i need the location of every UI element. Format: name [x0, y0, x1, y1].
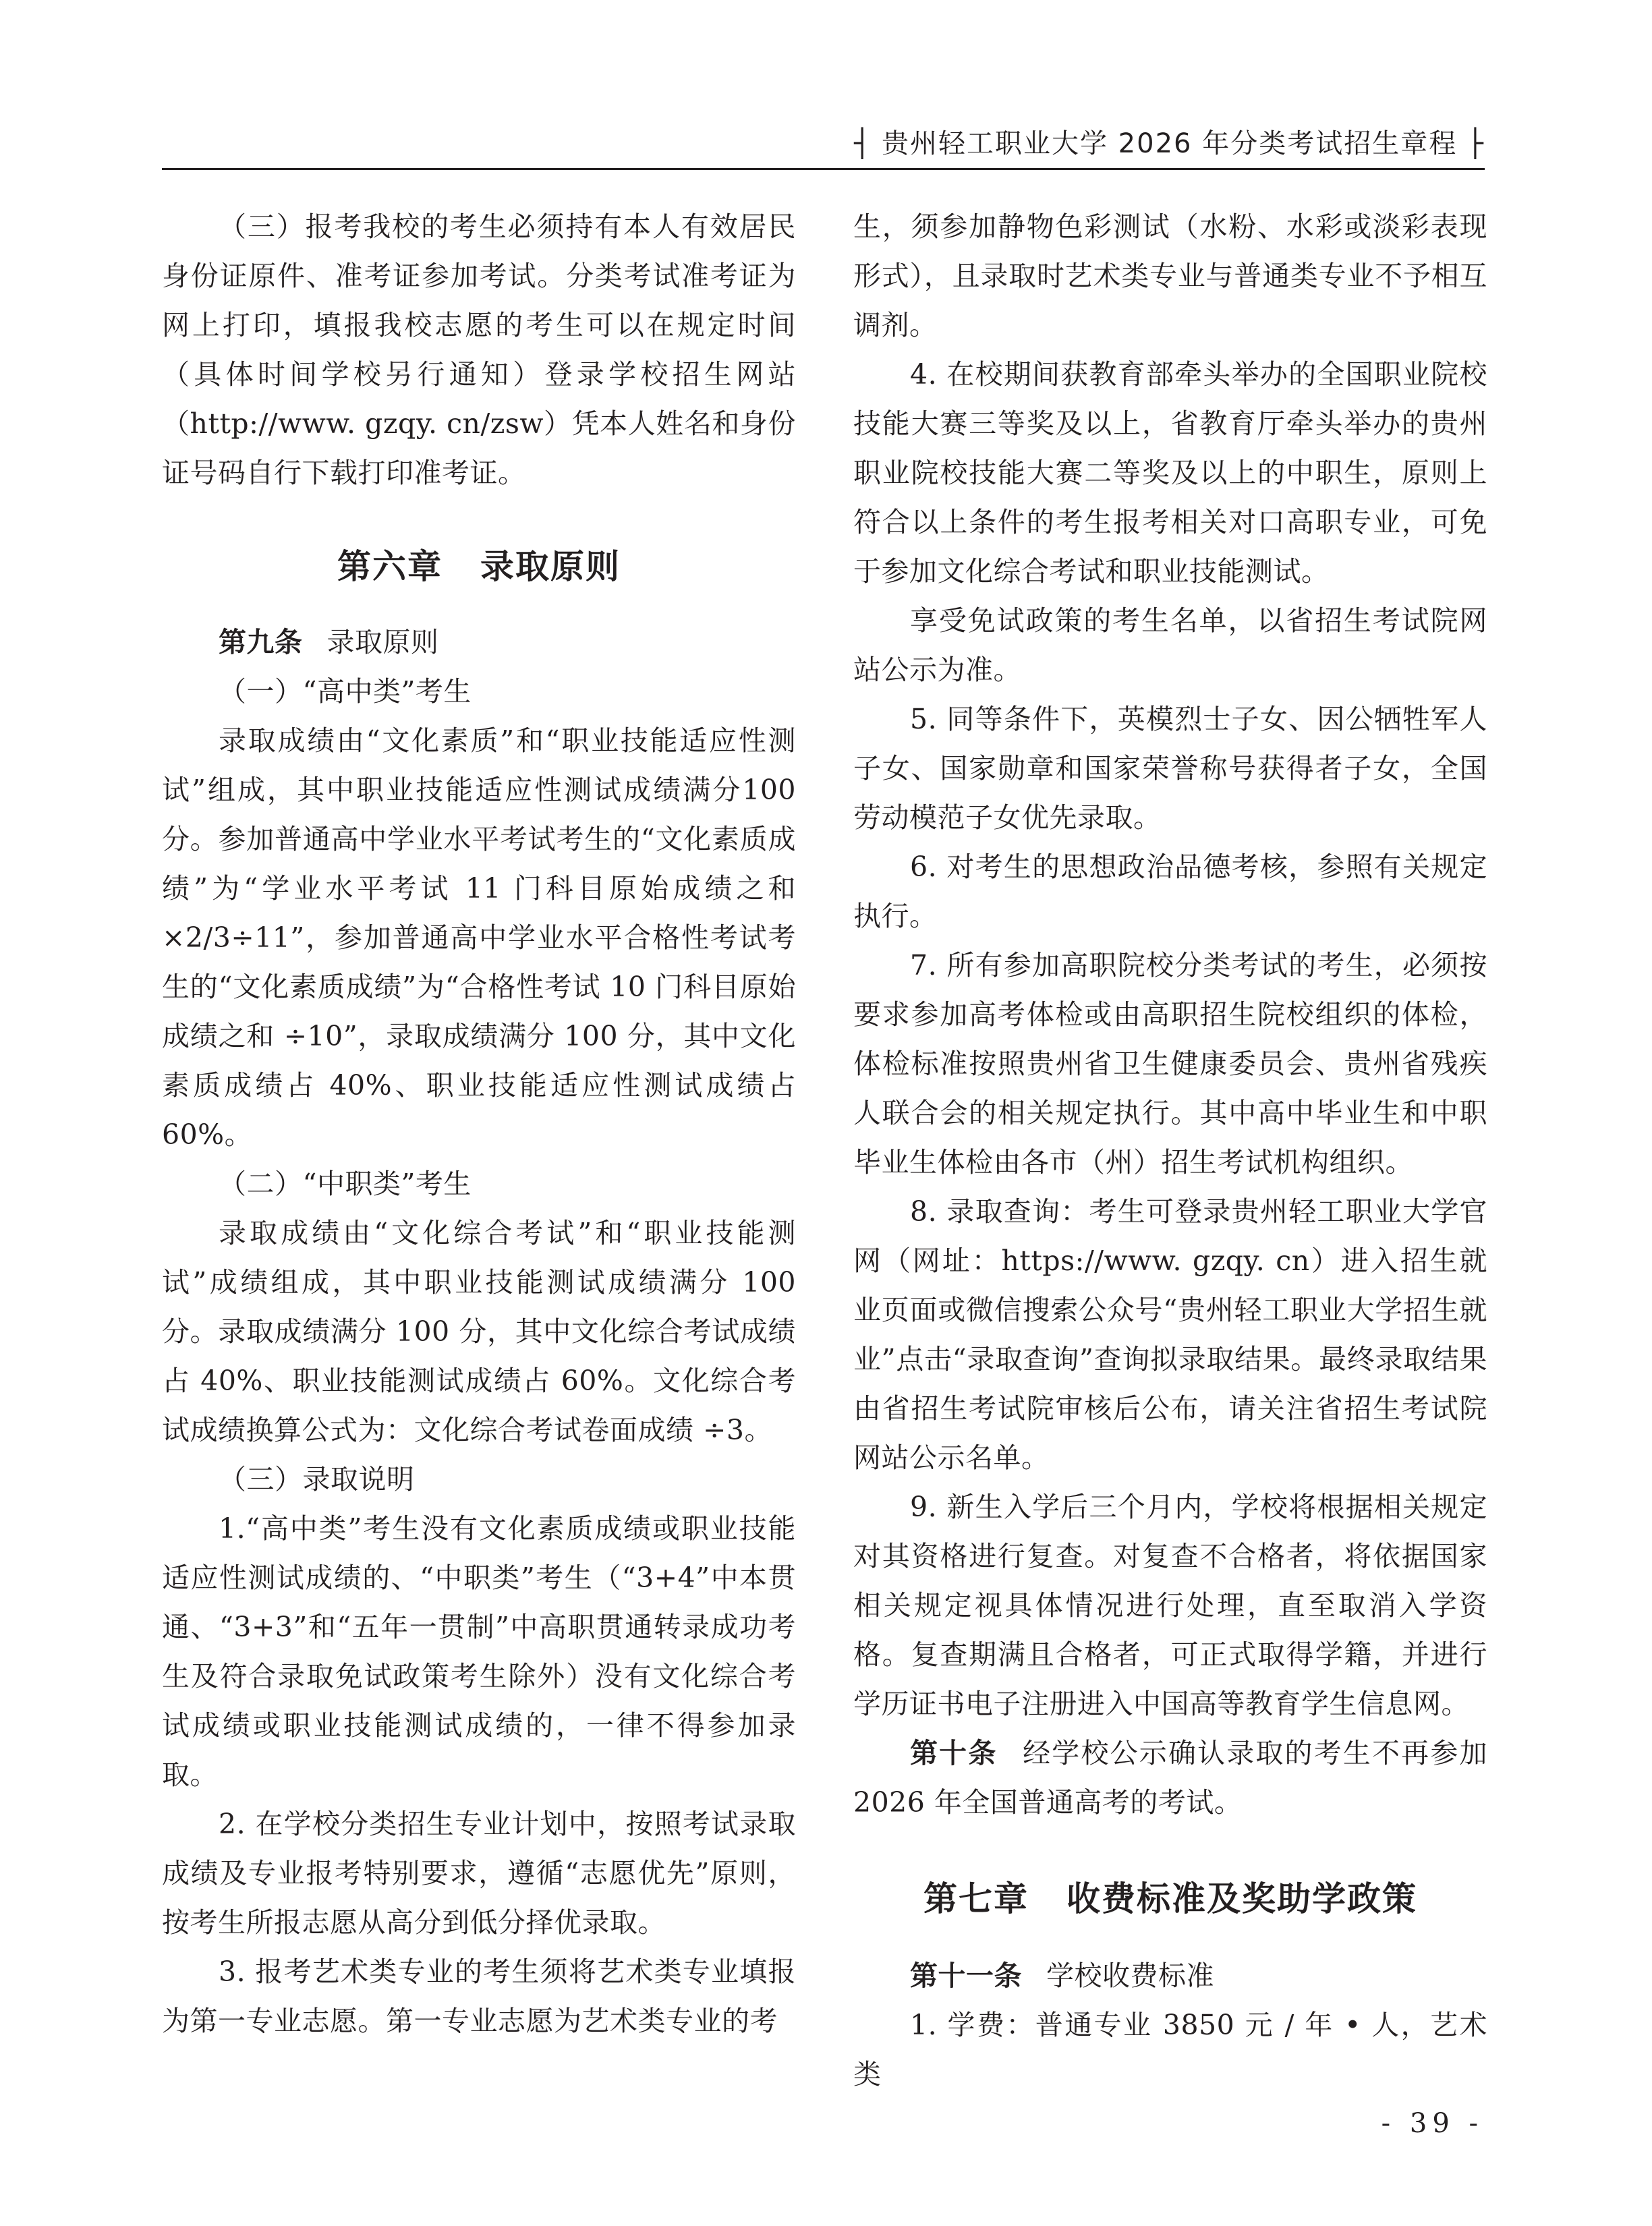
admission-item-5: 5. 同等条件下，英模烈士子女、因公牺牲军人子女、国家勋章和国家荣誉称号获得者子女，全国劳动模范子女优先录取。 [853, 703, 1487, 834]
section-2-title: （二）“中职类”考生 [219, 1168, 472, 1200]
admission-item-9: 9. 新生入学后三个月内，学校将根据相关规定对其资格进行复查。对复查不合格者，将依据国家相关规定视具体情况进行处理，直至取消入学资格。复查期满且合格者，可正式取得学籍，并进行学历证书电子注册进入中国高等教育学生信息网。 [853, 1491, 1487, 1720]
left-column [162, 202, 796, 2046]
admission-item-4: 4. 在校期间获教育部牵头举办的全国职业院校技能大赛三等奖及以上，省教育厅牵头举办的贵州职业院校技能大赛二等奖及以上的中职生，原则上符合以上条件的考生报考相关对口高职专业，可免于参加文化综合考试和职业技能测试。 [853, 358, 1487, 588]
section-1-title: （一）“高中类”考生 [219, 675, 472, 708]
admission-item-7: 7. 所有参加高职院校分类考试的考生，必须按要求参加高考体检或由高职招生院校组织的体检，体检标准按照贵州省卫生健康委员会、贵州省残疾人联合会的相关规定执行。其中高中毕业生和中职毕业生体检由各市（州）招生考试机构组织。 [853, 949, 1487, 1178]
article-9-label: 第九条 [219, 626, 303, 658]
exemption-note: 享受免试政策的考生名单，以省招生考试院网站公示为准。 [853, 604, 1487, 686]
admission-item-3-part1: 3. 报考艺术类专业的考生须将艺术类专业填报为第一专业志愿。第一专业志愿为艺术类专业的考 [162, 1956, 796, 2037]
article-10-label: 第十条 [910, 1737, 998, 1769]
fee-item-1: 1. 学费：普通专业 3850 元 / 年 • 人，艺术类 [853, 2009, 1487, 2090]
article-11-title: 学校收费标准 [1046, 1960, 1214, 1992]
article-10 [853, 1729, 1487, 1827]
header-title: ┤ 贵州轻工职业大学 2026 年分类考试招生章程 ├ [854, 128, 1485, 159]
chapter-6-heading [162, 540, 796, 594]
article-11-label: 第十一条 [910, 1960, 1022, 1992]
section-3-title: （三）录取说明 [219, 1463, 415, 1495]
article-9-title: 录取原则 [326, 626, 439, 658]
chapter-6-number: 第六章 [337, 547, 443, 586]
running-header [162, 118, 1485, 170]
admission-item-8: 8. 录取查询：考生可登录贵州轻工职业大学官网（网址：https://www. gzqy. cn）进入招生就业页面或微信搜索公众号“贵州轻工职业大学招生就业”点击“录取查询”查询拟录取结果。最终录取结果由省招生考试院审核后公布，请关注省招生考试院网站公示名单。 [853, 1195, 1487, 1474]
admission-ticket-paragraph: （三）报考我校的考生必须持有本人有效居民身份证原件、准考证参加考试。分类考试准考证为网上打印，填报我校志愿的考生可以在规定时间（具体时间学校另行通知）登录学校招生网站（http://www. gzqy. cn/zsw）凭本人姓名和身份证号码自行下载打印准考证。 [162, 210, 796, 489]
chapter-7-title: 收费标准及奖助学政策 [1066, 1879, 1417, 1918]
section-1-body: 录取成绩由“文化素质”和“职业技能适应性测试”组成，其中职业技能适应性测试成绩满分100 分。参加普通高中学业水平考试考生的“文化素质成绩”为“学业水平考试 11 门科目原始成绩之和 ×2/3÷11”，参加普通高中学业水平合格性考试考生的“文化素质成绩”为“合格性考试 10 门科目原始成绩之和 ÷10”，录取成绩满分 100 分，其中文化素质成绩占 40%、职业技能适应性测试成绩占 60%。 [162, 724, 796, 1151]
article-10-body: 经学校公示确认录取的考生不再参加2026 年全国普通高考的考试。 [853, 1737, 1488, 1819]
section-2-body: 录取成绩由“文化综合考试”和“职业技能测试”成绩组成，其中职业技能测试成绩满分 100 分。录取成绩满分 100 分，其中文化综合考试成绩占 40%、职业技能测试成绩占 60%。文化综合考试成绩换算公式为：文化综合考试卷面成绩 ÷3。 [162, 1217, 796, 1446]
article-9-heading [162, 618, 796, 667]
page-number: - 39 - [1381, 2108, 1483, 2139]
chapter-6-title: 录取原则 [480, 547, 621, 586]
right-column [853, 202, 1487, 2099]
chapter-7-heading [853, 1872, 1487, 1926]
admission-item-1: 1.“高中类”考生没有文化素质成绩或职业技能适应性测试成绩的、“中职类”考生（“3+4”中本贯通、“3+3”和“五年一贯制”中高职贯通转录成功考生及符合录取免试政策考生除外）没有文化综合考试成绩或职业技能测试成绩的，一律不得参加录取。 [162, 1512, 796, 1791]
admission-item-2: 2. 在学校分类招生专业计划中，按照考试录取成绩及专业报考特别要求，遵循“志愿优先”原则，按考生所报志愿从高分到低分择优录取。 [162, 1808, 796, 1939]
article-11-heading [853, 1951, 1487, 2001]
admission-item-3-part2: 生，须参加静物色彩测试（水粉、水彩或淡彩表现形式），且录取时艺术类专业与普通类专业不予相互调剂。 [853, 210, 1487, 341]
chapter-7-number: 第七章 [923, 1879, 1029, 1918]
admission-item-6: 6. 对考生的思想政治品德考核，参照有关规定执行。 [853, 851, 1487, 932]
